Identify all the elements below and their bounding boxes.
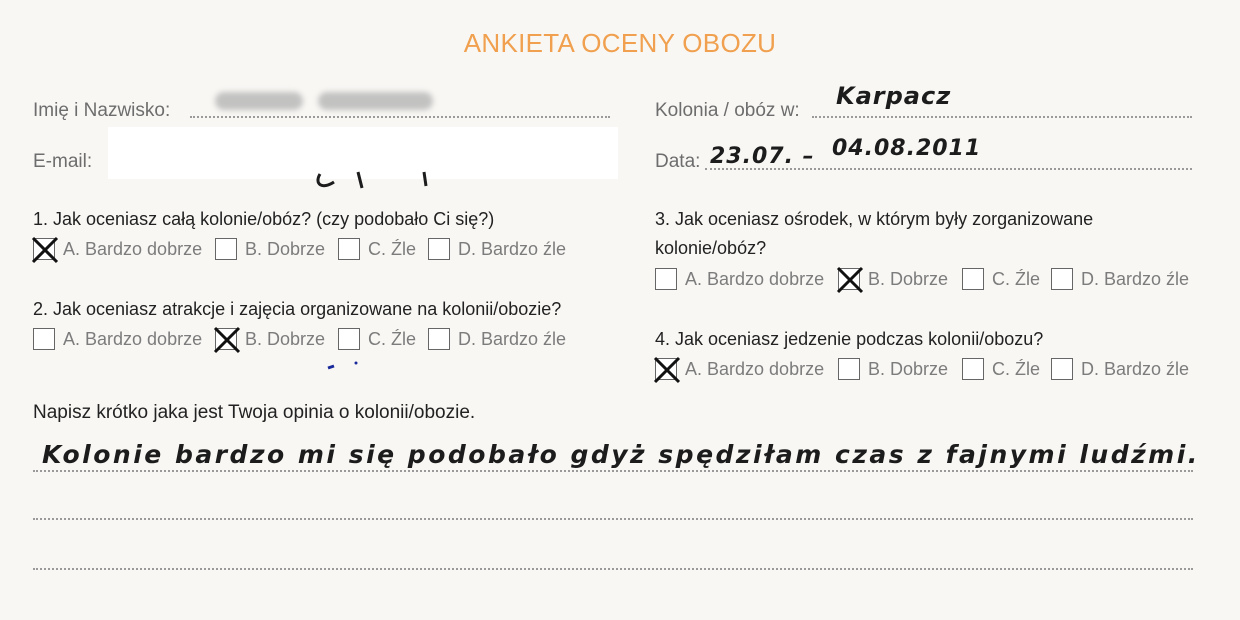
q4-option-d[interactable] [1051,356,1189,382]
checkbox[interactable] [962,358,984,380]
date-value-start: 23.07. – [710,144,815,169]
checkbox-checked[interactable] [33,238,55,260]
option-label: B. Dobrze [868,358,949,379]
email-handwriting-fragment [312,170,442,194]
checkbox-checked[interactable] [655,358,677,380]
checkbox[interactable] [338,328,360,350]
email-label: E-mail: [33,151,93,172]
checkbox[interactable] [338,238,360,260]
q3-option-c[interactable] [962,266,1040,292]
checkbox[interactable] [1051,268,1073,290]
q1-option-b[interactable] [215,236,325,262]
name-redacted-first [215,92,303,110]
option-label: A. Bardzo dobrze [685,358,825,379]
q2-option-d[interactable] [428,326,566,352]
option-label: D. Bardzo źle [1081,358,1190,379]
q2-option-a[interactable] [33,326,202,352]
option-label: C. Źle [368,328,417,349]
q2-option-c[interactable] [338,326,416,352]
date-label: Data: [655,151,701,172]
opinion-line-2 [33,518,1193,520]
q4-option-c[interactable] [962,356,1040,382]
checkbox-checked[interactable] [215,328,237,350]
checkbox[interactable] [428,238,450,260]
checkbox[interactable] [33,328,55,350]
x-mark-icon [651,354,683,386]
q3-option-b[interactable] [838,266,948,292]
camp-line [812,116,1192,118]
question-4: 4. Jak oceniasz jedzenie podczas kolonii/obozu? [655,329,1044,349]
opinion-line-1 [33,470,1193,472]
option-label: D. Bardzo źle [1081,268,1190,289]
x-mark-icon [834,264,866,296]
checkbox-checked[interactable] [838,268,860,290]
q3-option-a[interactable] [655,266,824,292]
opinion-answer: Kolonie bardzo mi się podobało gdyż spędziłam czas z fajnymi ludźmi. [42,440,1200,469]
camp-value: Karpacz [836,82,952,110]
q3-option-d[interactable] [1051,266,1189,292]
checkbox[interactable] [655,268,677,290]
option-label: B. Dobrze [245,238,326,259]
q4-option-b[interactable] [838,356,948,382]
question-2: 2. Jak oceniasz atrakcje i zajęcia organizowane na kolonii/obozie? [33,299,562,319]
option-label: C. Źle [368,238,417,259]
checkbox[interactable] [838,358,860,380]
name-label: Imię i Nazwisko: [33,100,171,121]
x-mark-icon [211,324,243,356]
x-mark-icon [29,234,61,266]
checkbox[interactable] [1051,358,1073,380]
question-1: 1. Jak oceniasz całą kolonie/obóz? (czy podobało Ci się?) [33,209,495,229]
opinion-prompt: Napisz krótko jaka jest Twoja opinia o kolonii/obozie. [33,402,476,423]
option-label: C. Źle [992,358,1041,379]
q4-option-a[interactable] [655,356,824,382]
option-label: A. Bardzo dobrze [685,268,825,289]
question-3-line-2: kolonie/obóz? [655,238,767,258]
option-label: A. Bardzo dobrze [63,238,203,259]
ink-dot [326,358,366,374]
opinion-line-3 [33,568,1193,570]
option-label: B. Dobrze [245,328,326,349]
q1-option-d[interactable] [428,236,566,262]
option-label: A. Bardzo dobrze [63,328,203,349]
checkbox[interactable] [215,238,237,260]
survey-title: ANKIETA OCENY OBOZU [463,28,777,58]
checkbox[interactable] [428,328,450,350]
option-label: D. Bardzo źle [458,328,567,349]
name-redacted-last [318,92,433,110]
date-value-end: 04.08.2011 [832,136,982,161]
q2-option-b[interactable] [215,326,325,352]
option-label: C. Źle [992,268,1041,289]
q1-option-c[interactable] [338,236,416,262]
name-line [190,116,610,118]
option-label: B. Dobrze [868,268,949,289]
question-3-line-1: 3. Jak oceniasz ośrodek, w którym były zorganizowane [655,209,1094,229]
checkbox[interactable] [962,268,984,290]
option-label: D. Bardzo źle [458,238,567,259]
q1-option-a[interactable] [33,236,202,262]
camp-label: Kolonia / obóz w: [655,100,800,121]
